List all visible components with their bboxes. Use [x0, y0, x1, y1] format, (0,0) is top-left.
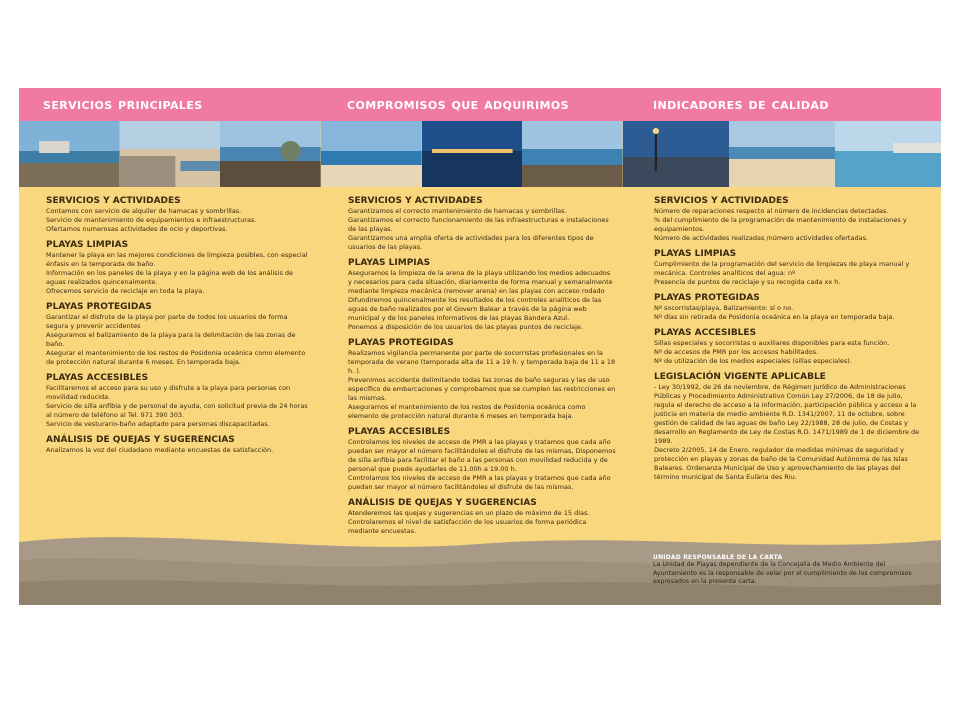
column-title-servicios: servicios principales — [43, 95, 203, 113]
section-title: LEGISLACIÓN VIGENTE APLICABLE — [654, 372, 826, 382]
promenade-photo — [120, 121, 221, 187]
column-title-indicadores: indicadores de calidad — [653, 95, 829, 113]
footer-text: La Unidad de Playas dependiente de la Concejalía de Medio Ambiente del Ayuntamiento es la responsable de velar por el cumplimiento de los compromisos expresados en la presente carta. — [653, 561, 912, 585]
section-title: PLAYAS PROTEGIDAS — [654, 293, 760, 303]
column-servicios — [46, 196, 308, 461]
sandy-beach-photo — [729, 121, 835, 187]
section-text: Mantener la playa en las mejores condiciones de limpieza posibles, con especial énfasis en la temporada de baño. Información en los paneles de la playa y en la página web de los análisis de aguas realizados quincenalmente. Ofrecemos servicio de reciclaje en toda la playa. — [46, 251, 308, 295]
photo-strip-1 — [19, 121, 321, 187]
section-title: PLAYAS ACCESIBLES — [46, 373, 149, 383]
beach-photo — [321, 121, 422, 187]
column-title-compromisos: compromisos que adquirimos — [347, 95, 569, 113]
brochure-page — [19, 88, 941, 605]
section-title: ANÁLISIS DE QUEJAS Y SUGERENCIAS — [348, 498, 537, 508]
section-title: SERVICIOS Y ACTIVIDADES — [46, 196, 181, 206]
street-lamps-photo — [623, 121, 729, 187]
section-text: Aseguramos la limpieza de la arena de la playa utilizando los medios adecuados y necesarios para cada situación, diariamente de forma manual y semanalmente mediante limpieza mecánica (remover arena) en las playas con acceso rodado Difundiremos quincenalmente los resultados de los controles analíticos de las aguas de baño realizados por el Govern Balear a través de la página web municipal y de los paneles informativos de las playas Bandera Azul. Ponemos a disposición de los usuarios de las playas puntos de reciclaje. — [348, 269, 613, 331]
rocky-coast-photo — [220, 121, 321, 187]
section-text: Garantizar el disfrute de la playa por parte de todos los usuarios de forma segura y prevenir accidentes Aseguramos el balizamiento de la playa para la delimitación de las zonas de baño. Asegurar el mantenimiento de los restos de Posidonia oceánica como elemento de protección natural durante 6 meses. En temporada baja. — [46, 313, 306, 366]
section-title: PLAYAS ACCESIBLES — [654, 328, 757, 338]
section-text: Facilitaremos el acceso para su uso y disfrute a la playa para personas con movilidad reducida. Servicio de silla anfibia y de personal de ayuda, con solicitud previa de 24 horas al número de teléfono al Tel. 971 390 303. Servicio de vesturario-baño adaptado para personas discapacitadas. — [46, 384, 308, 428]
section-title: PLAYAS ACCESIBLES — [348, 427, 451, 437]
section-text: Número de reparaciones respecto al número de incidencias detectadas. % del cumplimiento de la programación de mantenimiento de instalaciones y equipamientos. Número de actividades realizadas /número actividades ofertadas. — [654, 207, 907, 242]
photo-strip-2 — [321, 121, 623, 187]
section-text: Controlamos los niveles de acceso de PMR a las playas y tratamos que cada año puedan ser mayor el número facilitándoles el disfrute de las mismas, Disponemos de silla anfibia para facilitar el baño a las personas con movilidad reducida y de personal que puede ayudarles de 11.00h a 19.00 h. Controlamos los niveles de acceso de PMR a las playas y tratamos que cada año puedan ser mayor el número facilitándoles el disfrute de las mismas. — [348, 438, 616, 491]
section-text: Analizamos la voz del ciudadano mediante encuestas de satisfacción. — [46, 446, 274, 454]
section-title: PLAYAS LIMPIAS — [654, 249, 737, 259]
section-text: Realizamos vigilancia permanente por parte de socorristas profesionales en la temporada de verano (temporada alta de 11 a 19 h. y temporada baja de 11 a 18 h. ). Prevenimos accidente delimitando todas las zonas de baño seguras y las de uso específico de embarcaciones y comprobamos que se cumplen las restricciones en las mismas. Aseguramos el mantenimiento de los restos de Posidonia oceánica como elemento de protección natural durante 6 meses en temporada baja. — [348, 349, 616, 420]
bay-photo — [835, 121, 941, 187]
section-title: PLAYAS LIMPIAS — [46, 240, 129, 250]
section-text: Atenderemos las quejas y sugerencias en un plazo de máximo de 15 días. Controlaremos el nivel de satisfacción de los usuarios de forma periódica mediante encuestas. — [348, 509, 590, 535]
night-bay-photo — [422, 121, 523, 187]
section-title: SERVICIOS Y ACTIVIDADES — [348, 196, 483, 206]
section-text: Cumplimiento de la programación del servicio de limpiezas de playa manual y mecánica. Controles analíticos del agua: nº Presencia de puntos de reciclaje y su recogida cada xx h. — [654, 260, 910, 286]
photo-strip-3 — [623, 121, 941, 187]
coastline-photo — [522, 121, 623, 187]
beach-photo — [19, 121, 120, 187]
column-compromisos — [348, 196, 616, 542]
section-text: Contamos con servicio de alquiler de hamacas y sombrillas. Servicio de mantenimiento de equipamientos e infraestructuras. Ofertamos numerosas actividades de ocio y deportivas. — [46, 207, 257, 233]
section-title: PLAYAS PROTEGIDAS — [46, 302, 152, 312]
column-indicadores — [654, 196, 924, 488]
section-text: Sillas especiales y socorristas o auxiliares disponibles para esta función. Nº de accesos de PMR por los accesos habilitados. Nº de utilización de los medios especiales (sillas especiales). — [654, 339, 890, 365]
section-title: ANÁLISIS DE QUEJAS Y SUGERENCIAS — [46, 435, 235, 445]
section-text: - Ley 30/1992, de 26 de noviembre, de Régimen Jurídico de Administraciones Públicas y Procedimiento Administrativo Común Ley 27/2006, de 18 de julio, regula el derecho de acceso a la información, participación pública y acceso a la justicia en materia de medio ambiente R.D. 1341/2007, 11 de octubre, sobre gestión de calidad de las aguas de baño Ley 22/1988, 28 de julio, de Costas y desarrollo en Reglamento de Ley de Costas R.D. 1471/1989 de 1 de diciembre de 1989. Decreto 2/2005, 14 de Enero, regulador de medidas mínimas de seguridad y protección en playas y zonas de baño de la Comunidad Autónoma de las Islas Baleares. Ordenanza Municipal de Uso y aprovechamiento de las playas del término municipal de Santa Eulària des Riu. — [654, 383, 920, 481]
section-title: PLAYAS PROTEGIDAS — [348, 338, 454, 348]
section-text: Nº socorristas/playa, Balizamiento: sí o no. Nº días sin retirada de Posidonia oceánica en la playa en temporada baja. — [654, 304, 895, 321]
footer-title: UNIDAD RESPONSABLE DE LA CARTA — [653, 554, 783, 561]
section-text: Garantizamos el correcto mantenimiento de hamacas y sombrillas. Garantizamos el correcto funcionamiento de las infraestructuras e instalaciones de las playas. Garantizamos una amplia oferta de actividades para los diferentes tipos de usuarios de las playas. — [348, 207, 609, 251]
section-title: PLAYAS LIMPIAS — [348, 258, 431, 268]
responsible-unit-box — [653, 554, 927, 587]
section-title: SERVICIOS Y ACTIVIDADES — [654, 196, 789, 206]
